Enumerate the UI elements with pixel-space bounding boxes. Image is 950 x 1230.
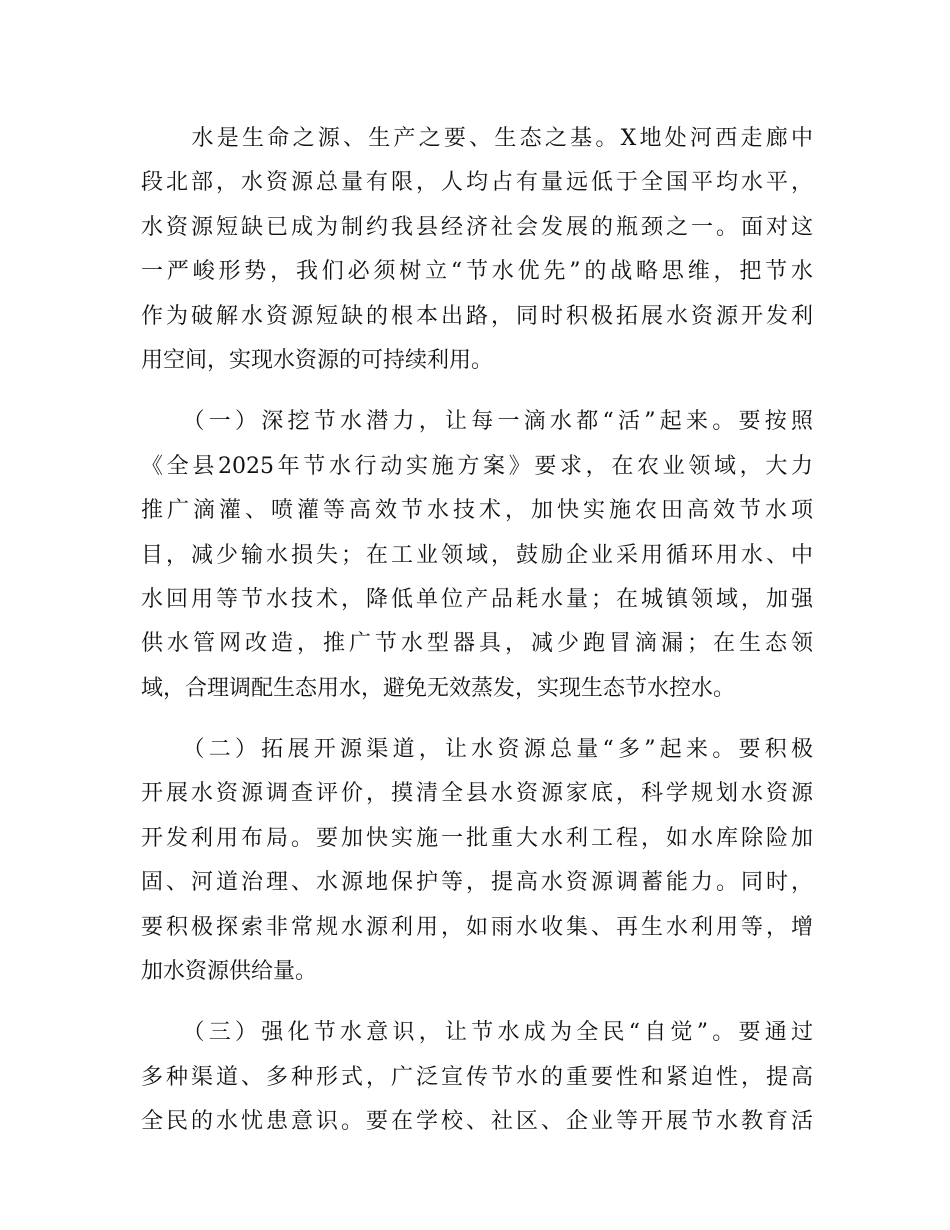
paragraph-intro [141, 117, 813, 383]
document-body [141, 117, 813, 1145]
text-line: 多种渠道、多种形式，广泛宣传节水的重要性和紧迫性，提高 [141, 1064, 813, 1090]
text-line: 水是生命之源、生产之要、生态之基。X地处河西走廊中 [141, 126, 813, 151]
text-line: 固、河道治理、水源地保护等，提高水资源调蓄能力。同时， [141, 870, 813, 896]
text-line: （一）深挖节水潜力，让每一滴水都“活”起来。要按照 [141, 409, 813, 435]
text-line: 开发利用布局。要加快实施一批重大水利工程，如水库除险加 [141, 825, 813, 851]
text-line: 加水资源供给量。 [141, 959, 318, 985]
text-line: 《全县2025年节水行动实施方案》要求，在农业领域，大力 [141, 453, 813, 479]
text-line: 水资源短缺已成为制约我县经济社会发展的瓶颈之一。面对这 [141, 214, 813, 240]
text-line: （三）强化节水意识，让节水成为全民“自觉”。要通过 [141, 1020, 813, 1046]
text-line: 全民的水忧患意识。要在学校、社区、企业等开展节水教育活 [141, 1109, 813, 1135]
text-line: 推广滴灌、喷灌等高效节水技术，加快实施农田高效节水项 [141, 498, 813, 524]
text-line: 供水管网改造，推广节水型器具，减少跑冒滴漏；在生态领 [141, 631, 813, 657]
paragraph-section-2 [141, 728, 813, 994]
text-line: 目，减少输水损失；在工业领域，鼓励企业采用循环用水、中 [141, 542, 813, 568]
paragraph-section-3 [141, 1011, 813, 1144]
text-line: 开展水资源调查评价，摸清全县水资源家底，科学规划水资源 [141, 781, 813, 807]
text-line: 段北部，水资源总量有限，人均占有量远低于全国平均水平， [141, 170, 813, 196]
text-line: 作为破解水资源短缺的根本出路，同时积极拓展水资源开发利 [141, 303, 813, 329]
text-line: 要积极探索非常规水源利用，如雨水收集、再生水利用等，增 [141, 914, 813, 940]
text-line: 域，合理调配生态用水，避免无效蒸发，实现生态节水控水。 [141, 675, 736, 701]
paragraph-section-1 [141, 400, 813, 711]
text-line: 水回用等节水技术，降低单位产品耗水量；在城镇领域，加强 [141, 586, 813, 612]
text-line: 一严峻形势，我们必须树立“节水优先”的战略思维，把节水 [141, 259, 813, 285]
text-line: （二）拓展开源渠道，让水资源总量“多”起来。要积极 [141, 737, 813, 763]
text-line: 用空间，实现水资源的可持续利用。 [141, 347, 494, 373]
